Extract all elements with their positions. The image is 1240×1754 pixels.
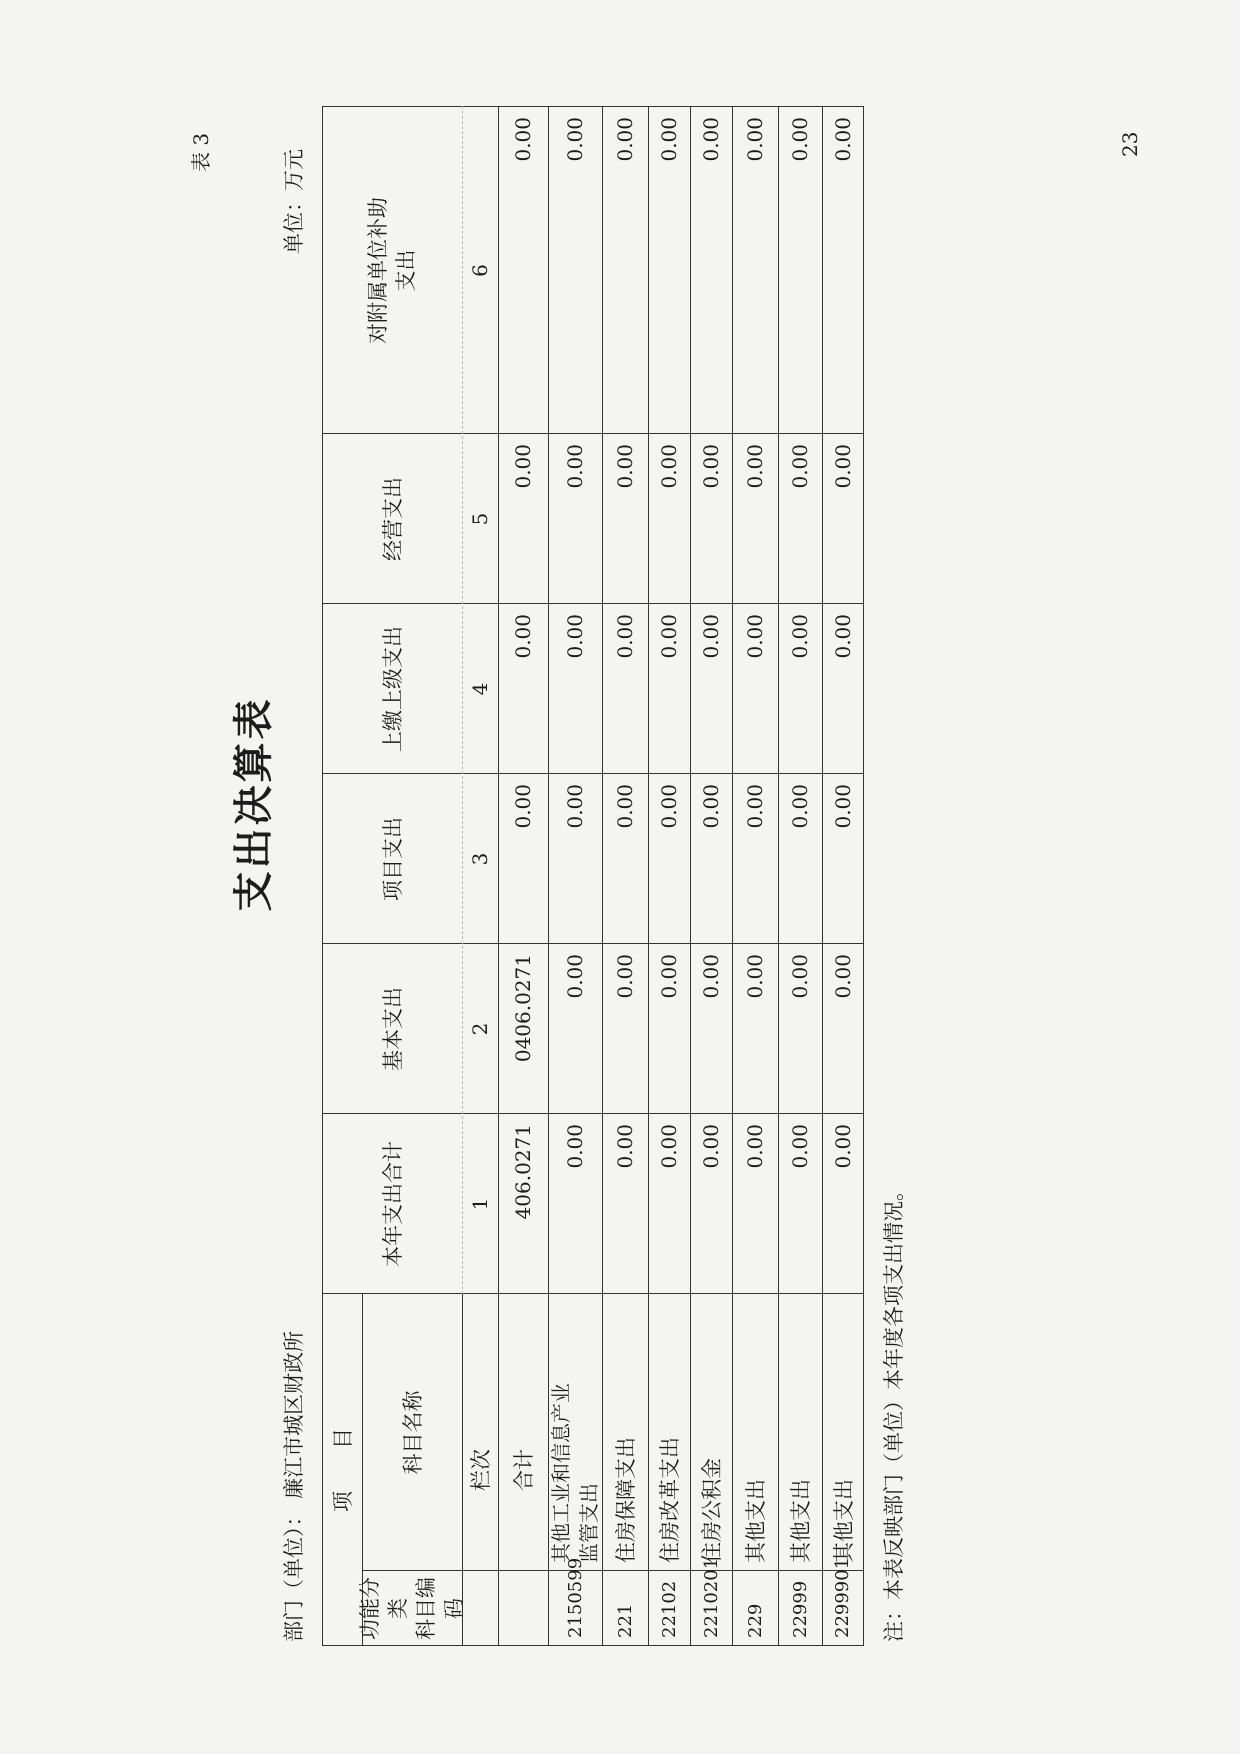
table-cell: 0.00 [788,1124,812,1169]
table-cell: 0.00 [657,614,681,659]
table-cell: 0.00 [613,784,637,829]
table-cell: 0.00 [699,444,723,489]
table-cell-name: 住房保障支出 [614,1437,638,1563]
table-cell: 0.00 [563,784,587,829]
table-cell: 0.00 [613,1124,637,1169]
table-cell: 0.00 [830,1124,855,1169]
table-cell-code: 229 [744,1603,766,1638]
col-index-4: 4 [468,682,492,696]
header-col-3: 项目支出 [381,817,405,901]
table-number: 表 3 [189,132,213,172]
table-cell-name: 其他支出 [789,1479,813,1563]
table-cell: 406.0271 [511,1124,535,1220]
table-cell: 0.00 [613,954,637,999]
table-cell: 0406.0271 [511,954,535,1063]
table-cell: 0.00 [563,117,587,162]
table-cell: 0.00 [830,784,855,829]
table-cell: 0.00 [563,954,587,999]
table-cell: 0.00 [511,614,535,659]
expense-table [322,106,864,1646]
table-cell: 0.00 [657,784,681,829]
table-row-total-label: 合计 [512,1449,536,1491]
table-cell: 0.00 [563,444,587,489]
department-label: 部门（单位）： [282,1505,306,1642]
table-cell: 0.00 [830,444,855,489]
header-col-1: 本年支出合计 [381,1141,405,1267]
table-cell: 0.00 [788,117,812,162]
table-cell: 0.00 [699,784,723,829]
table-cell-name: 其他支出 [744,1479,768,1563]
table-cell-code: 2210201 [700,1557,722,1638]
header-row-index: 栏次 [469,1449,493,1491]
table-cell: 0.00 [743,954,767,999]
table-cell: 0.00 [699,1124,723,1169]
col-index-1: 1 [468,1197,492,1211]
table-cell: 0.00 [743,444,767,489]
header-project: 项 目 [331,1428,355,1512]
table-cell: 0.00 [613,444,637,489]
table-cell-name: 其他工业和信息产业 监管支出 [549,1383,601,1563]
table-cell: 0.00 [743,1124,767,1169]
table-cell: 0.00 [699,117,723,162]
table-cell: 0.00 [613,614,637,659]
table-cell: 0.00 [657,444,681,489]
table-cell-code: 22999 [789,1580,811,1638]
table-cell: 0.00 [563,614,587,659]
table-cell: 0.00 [613,117,637,162]
table-cell: 0.00 [743,784,767,829]
table-cell: 0.00 [743,117,767,162]
page-number: 23 [1118,131,1142,157]
header-code: 功能分类 科目编码 [358,1577,466,1640]
table-cell: 0.00 [511,117,535,162]
col-index-2: 2 [468,1022,492,1036]
department-name: 廉江市城区财政所 [282,1330,306,1499]
table-cell-code: 221 [614,1603,636,1638]
table-cell-code: 2299901 [832,1557,853,1638]
table-cell: 0.00 [511,444,535,489]
header-col-6: 对附属单位补助 支出 [366,197,418,344]
department-line [278,1331,308,1642]
table-cell: 0.00 [699,954,723,999]
table-cell: 0.00 [830,117,855,162]
header-name: 科目名称 [401,1390,425,1475]
col-index-3: 3 [468,852,492,866]
header-col-5: 经营支出 [381,477,405,561]
table-cell-name: 住房改革支出 [658,1437,682,1563]
table-cell: 0.00 [830,614,855,659]
table-cell: 0.00 [657,117,681,162]
footnote: 注：本表反映部门（单位）本年度各项支出情况。 [882,1180,906,1642]
table-cell: 0.00 [788,954,812,999]
table-cell-code: 2150599 [564,1557,586,1638]
table-cell: 0.00 [788,784,812,829]
col-index-5: 5 [468,512,492,526]
page-title: 支出决算表 [231,696,277,912]
table-cell-name: 住房公积金 [700,1458,724,1563]
table-cell: 0.00 [743,614,767,659]
table-cell-name: 其他支出 [831,1479,856,1563]
table-cell: 0.00 [788,444,812,489]
table-cell: 0.00 [699,614,723,659]
table-cell: 0.00 [788,614,812,659]
col-index-6: 6 [468,264,492,277]
header-col-2: 基本支出 [381,987,405,1071]
table-cell: 0.00 [563,1124,587,1169]
header-col-4: 上缴上级支出 [381,626,405,752]
table-cell: 0.00 [657,954,681,999]
table-cell-code: 22102 [658,1580,680,1638]
table-cell: 0.00 [657,1124,681,1169]
unit-label: 单位：万元 [282,149,306,254]
table-cell: 0.00 [830,954,855,999]
table-cell: 0.00 [511,784,535,829]
